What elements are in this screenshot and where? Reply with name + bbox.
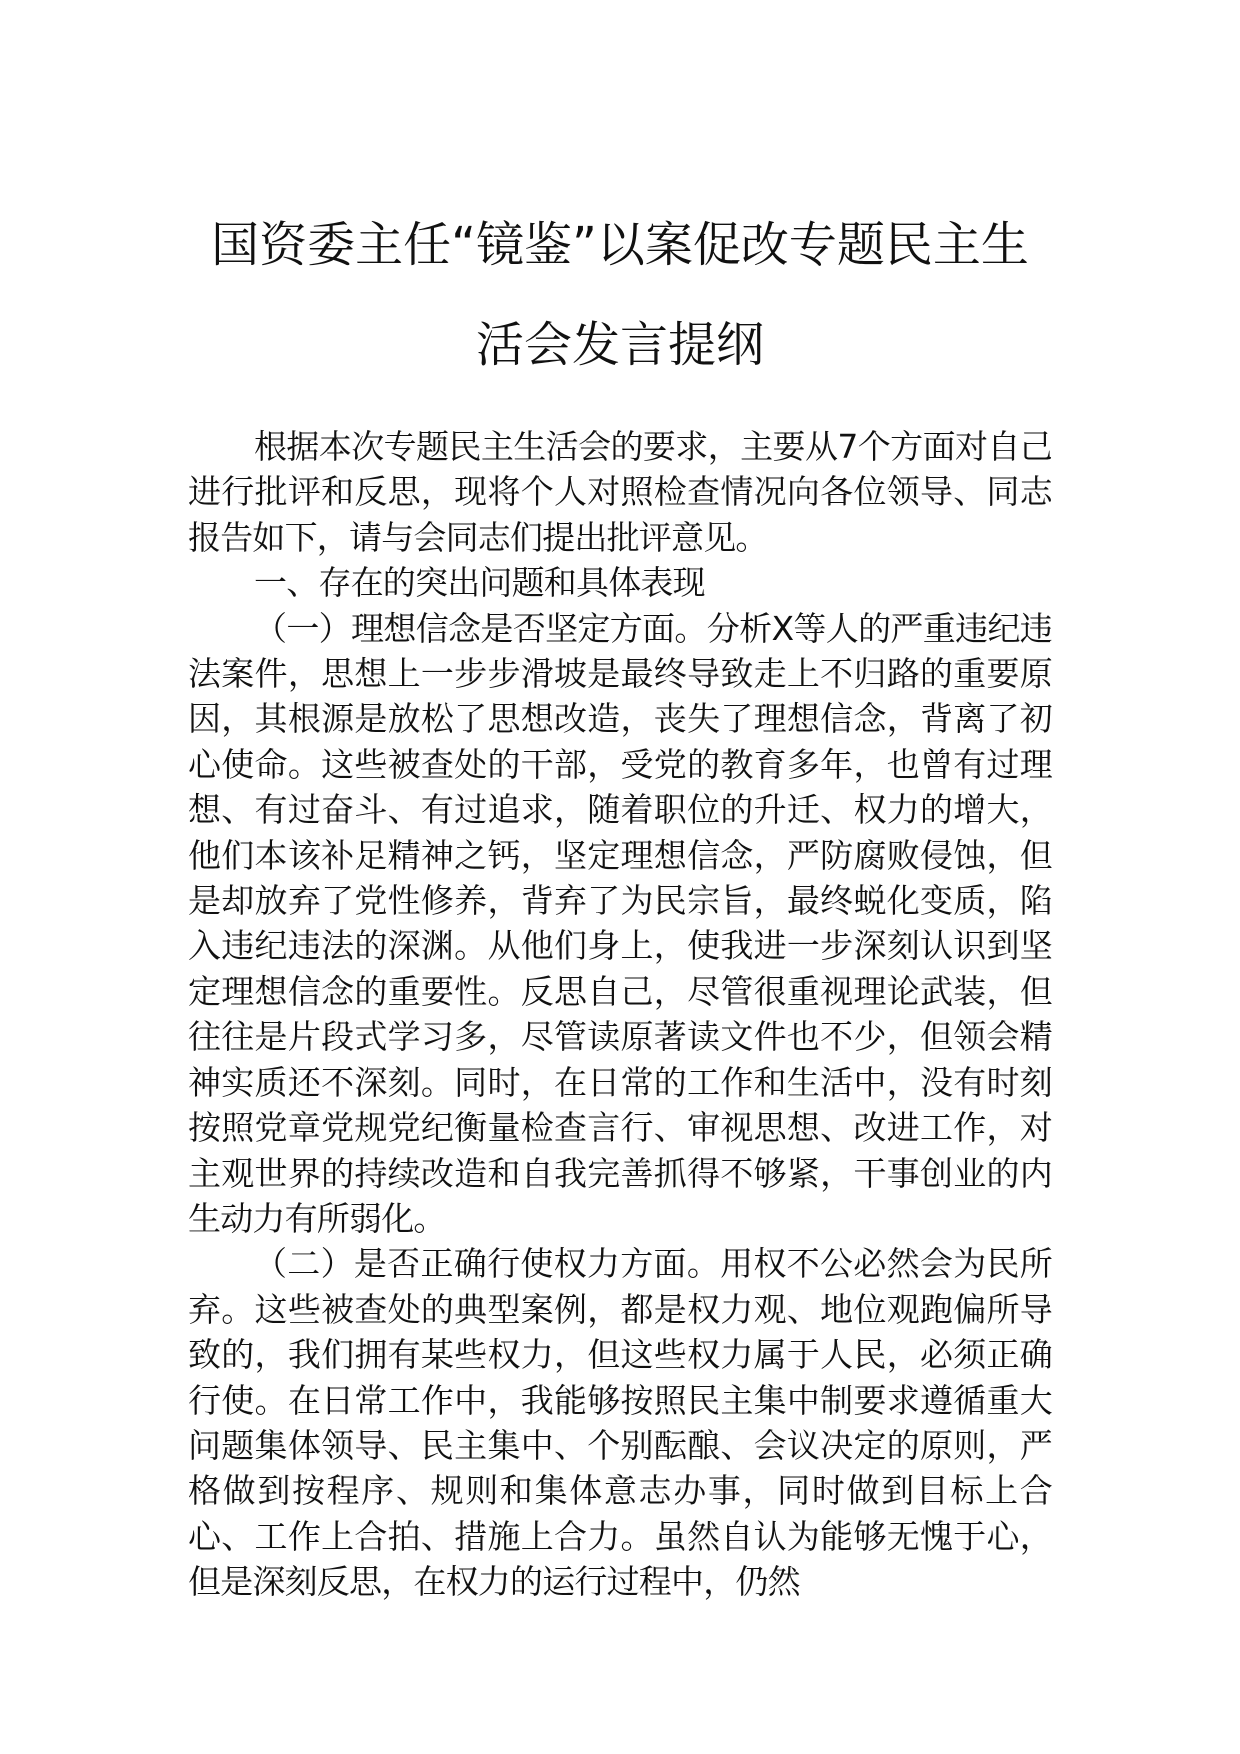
intro-paragraph: 根据本次专题民主生活会的要求，主要从7个方面对自己进行批评和反思，现将个人对照检查情况向各位领导、同志报告如下，请与会同志们提出批评意见。 [188, 427, 1052, 557]
title-line-2: 活会发言提纲 [475, 317, 764, 373]
title-line-1: 国资委主任“镜鉴”以案促改专题民主生 [211, 217, 1029, 273]
subsection-2-paragraph: （二）是否正确行使权力方面。用权不公必然会为民所弃。这些被查处的典型案例，都是权力观、地位观跑偏所导致的，我们拥有某些权力，但这些权力属于人民，必须正确行使。在日常工作中，我能够按照民主集中制要求遵循重大问题集体领导、民主集中、个别酝酿、会议决定的原则，严格做到按程序、规则和集体意志办事，同时做到目标上合心、工作上合拍、措施上合力。虽然自认为能够无愧于心，但是深刻反思，在权力的运行过程中，仍然 [188, 1244, 1052, 1602]
section-heading: 一、存在的突出问题和具体表现 [254, 563, 705, 603]
document-body [188, 424, 1052, 1605]
document-title [190, 195, 1050, 395]
subsection-1-paragraph: （一）理想信念是否坚定方面。分析X等人的严重违纪违法案件，思想上一步步滑坡是最终导致走上不归路的重要原因，其根源是放松了思想改造，丧失了理想信念，背离了初心使命。这些被查处的干部，受党的教育多年，也曾有过理想、有过奋斗、有过追求，随着职位的升迁、权力的增大，他们本该补足精神之钙，坚定理想信念，严防腐败侵蚀，但是却放弃了党性修养，背弃了为民宗旨，最终蜕化变质，陷入违纪违法的深渊。从他们身上，使我进一步深刻认识到坚定理想信念的重要性。反思自己，尽管很重视理论武装，但往往是片段式学习多，尽管读原著读文件也不少，但领会精神实质还不深刻。同时，在日常的工作和生活中，没有时刻按照党章党规党纪衡量检查言行、审视思想、改进工作，对主观世界的持续改造和自我完善抓得不够紧，干事创业的内生动力有所弱化。 [188, 608, 1052, 1238]
